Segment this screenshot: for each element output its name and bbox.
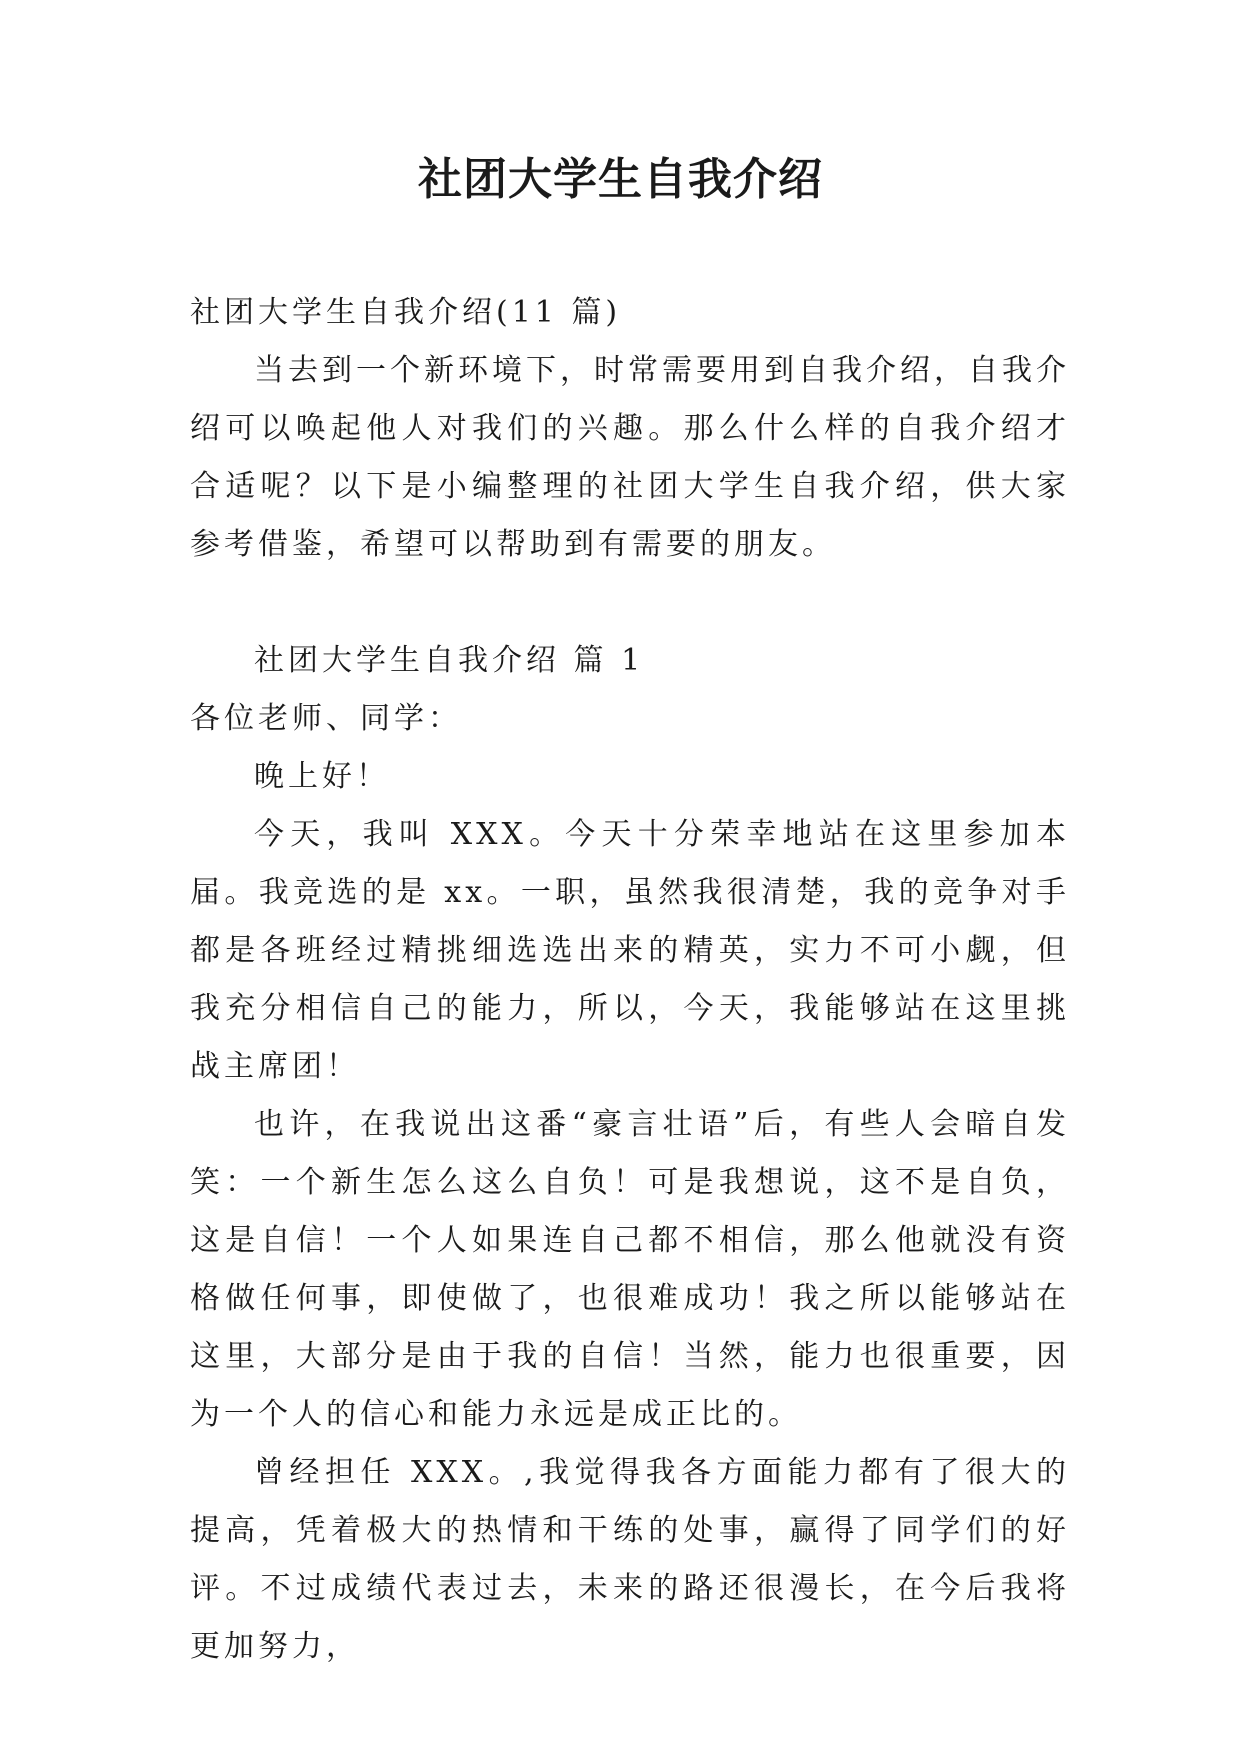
greeting: 晚上好！ (254, 759, 390, 794)
section-heading: 社团大学生自我介绍 篇 1 (254, 643, 645, 678)
body-paragraph-2: 也许，在我说出这番“豪言壮语”后，有些人会暗自发笑：一个新生怎么这么自负！可是我想说，这不是自负，这是自信！一个人如果连自己都不相信，那么他就没有资格做任何事，即使做了，也很难成功！我之所以能够站在这里，大部分是由于我的自信！当然，能力也很重要，因为一个人的信心和能力永远是成正比的。 (190, 1107, 1070, 1432)
salutation: 各位老师、同学： (190, 701, 462, 736)
body-paragraph-1: 今天，我叫 XXX。今天十分荣幸地站在这里参加本届。我竞选的是 xx。一职，虽然我很清楚，我的竞争对手都是各班经过精挑细选选出来的精英，实力不可小觑，但我充分相信自己的能力，所以，今天，我能够站在这里挑战主席团！ (190, 817, 1070, 1084)
document-subtitle: 社团大学生自我介绍(11 篇) (190, 295, 622, 330)
body-paragraph-3: 曾经担任 XXX。,我觉得我各方面能力都有了很大的提高，凭着极大的热情和干练的处事，赢得了同学们的好评。不过成绩代表过去，未来的路还很漫长，在今后我将更加努力， (190, 1455, 1070, 1664)
document-title: 社团大学生自我介绍 (418, 154, 823, 205)
intro-paragraph: 当去到一个新环境下，时常需要用到自我介绍，自我介绍可以唤起他人对我们的兴趣。那么什么样的自我介绍才合适呢？以下是小编整理的社团大学生自我介绍，供大家参考借鉴，希望可以帮助到有需要的朋友。 (190, 353, 1070, 562)
document-body (190, 284, 1070, 1676)
